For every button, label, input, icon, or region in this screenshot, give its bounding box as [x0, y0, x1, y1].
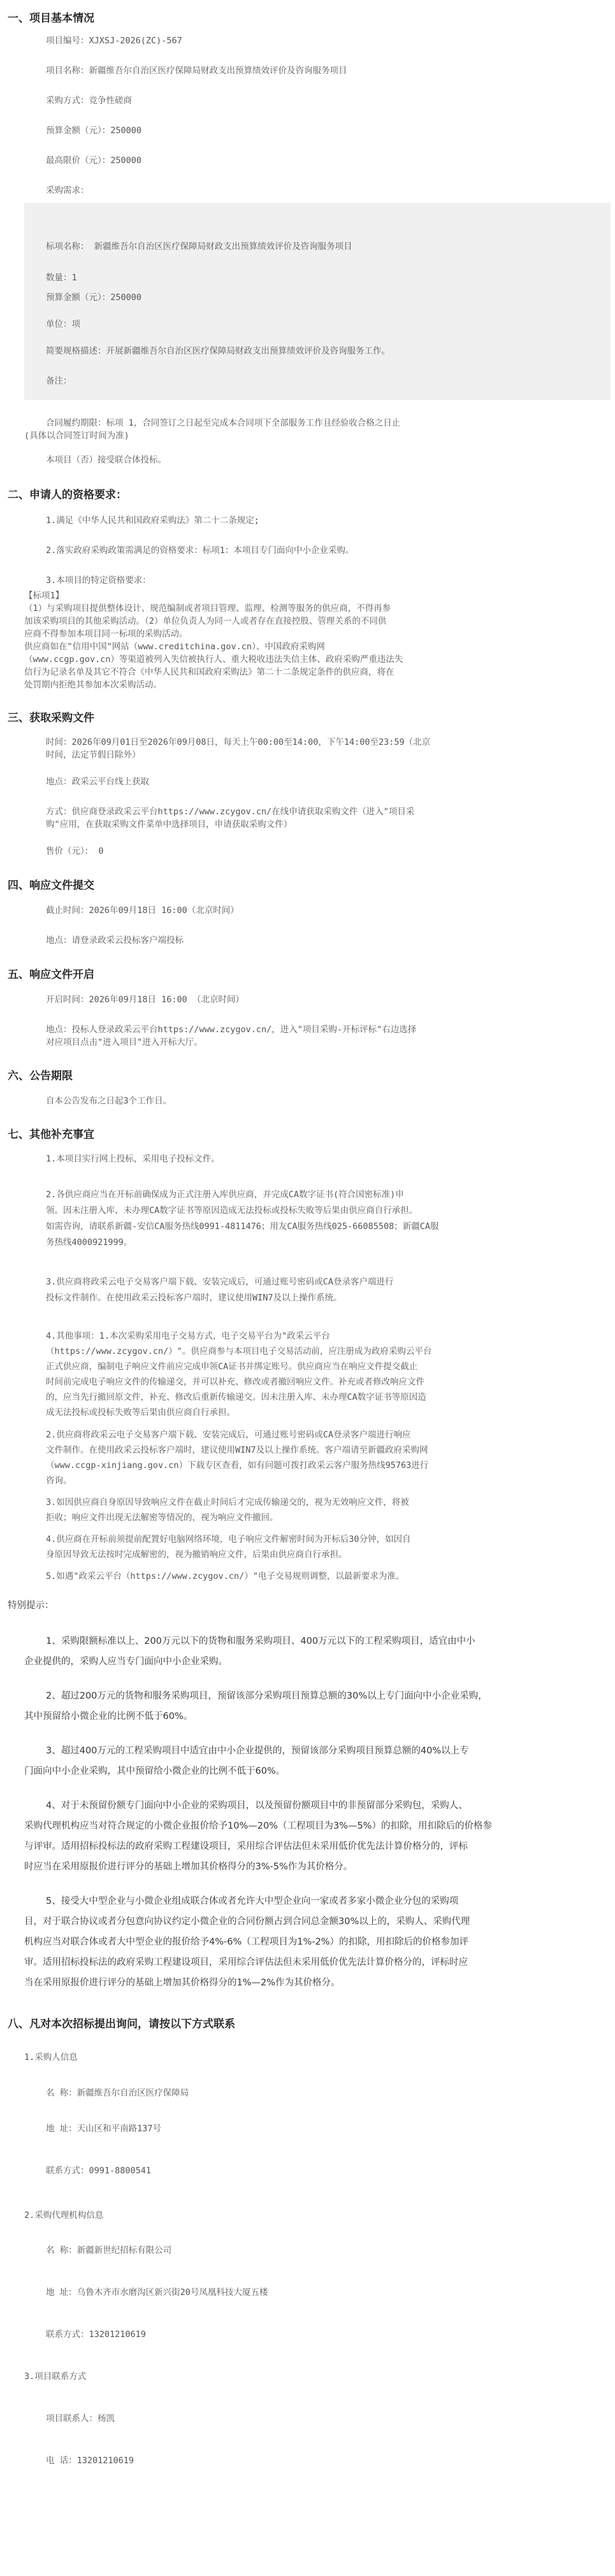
- consortium-note: 本项目（否）接受联合体投标。: [46, 455, 166, 465]
- package-spec: 简要规格描述：开展新疆维吾尔自治区医疗保障局财政支出预算绩效评价及咨询服务工作。: [46, 346, 390, 356]
- project-contact-label: 3.项目联系方式: [24, 2371, 87, 2382]
- doc-acquire-time: 时间：2026年09月01日至2026年09月08日，每天上午00:00至14:00，下午14:00至23:59（北京: [46, 737, 431, 747]
- section-2-title: 二、申请人的资格要求：: [8, 489, 127, 501]
- requirement-line: 信行为记录名单及其它不符合《中华人民共和国政府采购法》第二十二条规定条件的供应商，将在: [24, 667, 394, 677]
- section-3-title: 三、获取采购文件: [8, 712, 94, 724]
- other-5-line: 5.如遇"政采云平台（https://www.zcygov.cn/）"电子交易规则调整，以最新要求为准。: [46, 1571, 405, 1581]
- qualification-2: 2.落实政府采购政策需满足的资格要求：标项1：本项目专门面向中小企业采购。: [46, 545, 354, 556]
- section-4-title: 四、响应文件提交: [8, 879, 94, 892]
- special-notice-2: 2、超过200万元的货物和服务采购项目，预留该部分采购项目预算总额的30%以上专门面向中小企业采购，: [46, 1691, 488, 1701]
- other-4-line: 4.供应商在开标前须提前配置好电脑网络环境，电子响应文件解密时间为开标后30分钟，如因自: [46, 1534, 411, 1544]
- supplement-4-line: 4.其他事项：1.本次采购采用电子交易方式，电子交易平台为"政采云平台: [46, 1331, 330, 1341]
- notice-period: 自本公告发布之日起3个工作日。: [46, 1096, 172, 1106]
- contract-term-line-1: 合同履约期限：标项 1，合同签订之日起至完成本合同项下全部服务工作且经验收合格之日止: [46, 418, 401, 428]
- doc-acquire-way-2: 购"应用，在获取采购文件菜单中选择项目，申请获取采购文件）: [46, 819, 293, 830]
- purchaser-phone: 联系方式：0991-8800541: [46, 2166, 152, 2176]
- package-unit: 单位：项: [46, 319, 80, 329]
- section-6-title: 六、公告期限: [8, 1070, 73, 1083]
- requirement-line: 处罚期内拒绝其参加本次采购活动。: [24, 680, 162, 690]
- agency-address: 地 址：乌鲁木齐市水磨沟区新兴街20号凤凰科技大厦五楼: [46, 2287, 268, 2298]
- special-notice-5: 机构应当对联合体或者大中型企业的报价给予4%-6%（工程项目为1%-2%）的扣除，用扣除后的价格参加评: [24, 1937, 468, 1947]
- opening-place: 地点：投标人登录政采云平台https://www.zcygov.cn/，进入"项目采购-开标评标"右边选择: [46, 1025, 417, 1035]
- other-2-line: 2.供应商将政采云电子交易客户端下载、安装完成后，可通过账号密码或CA登录客户端进行响应: [46, 1430, 411, 1440]
- supplement-4-line: 时间前完成电子响应文件的传输递交，并可以补充、修改或者撤回响应文件。补充或者修改响应文件: [46, 1377, 424, 1387]
- special-notice-3: 门面向中小企业采购，其中预留给小微企业的比例不低于60%。: [24, 1766, 286, 1776]
- project-number: 项目编号：XJXSJ-2026(ZC)-567: [46, 36, 182, 46]
- special-notice-5: 目，对于联合协议或者分包意向协议约定小微企业的合同份额占到合同总金额30%以上的，采购人、采购代理: [24, 1917, 470, 1927]
- package-tag: 【标项1】: [24, 591, 64, 601]
- doc-acquire-place: 地点：政采云平台线上获取: [46, 777, 149, 787]
- requirement-line: （1）与采购项目提供整体设计、规范编制或者项目管理、监理、检测等服务的供应商，不得再参: [24, 603, 391, 614]
- submission-deadline: 截止时间：2026年09月18日 16:00（北京时间）: [46, 905, 239, 916]
- demand-label: 采购需求：: [46, 185, 89, 196]
- doc-price: 售价（元）： 0: [46, 846, 104, 856]
- supplement-3-line: 3.供应商将政采云电子交易客户端下载、安装完成后，可通过账号密码或CA登录客户端进行: [46, 1277, 394, 1287]
- other-3-line: 3.如因供应商自身原因导致响应文件在截止时间后才完成传输递交的，视为无效响应文件，将被: [46, 1497, 409, 1507]
- special-notice-4: 采购代理机构应当对符合规定的小微企业报价给予10%—20%（工程项目为3%—5%）的扣除，用扣除后的价格参: [24, 1821, 492, 1831]
- section-7-title: 七、其他补充事宜: [8, 1128, 94, 1141]
- requirement-line: 供应商如在"信用中国"网站（www.creditchina.gov.cn）、中国政府采购网: [24, 642, 325, 652]
- special-notice-label: 特别提示：: [8, 1601, 54, 1611]
- project-name: 项目名称：新疆维吾尔自治区医疗保障局财政支出预算绩效评价及咨询服务项目: [46, 66, 347, 76]
- agency-name: 名 称：新疆新世纪招标有限公司: [46, 2245, 172, 2256]
- section-8-title: 八、凡对本次招标提出询问，请按以下方式联系: [8, 2018, 235, 2031]
- special-notice-5: 5、接受大中型企业与小微企业组成联合体或者允许大中型企业向一家或者多家小微企业分包的采购项: [46, 1896, 459, 1906]
- supplement-2-line: 务热线4000921999。: [46, 1237, 133, 1248]
- purchaser-address: 地 址：天山区和平南路137号: [46, 2124, 162, 2134]
- requirement-line: （www.ccgp.gov.cn）等渠道被列入失信被执行人、重大税收违法失信主体、政府采购严重违法失: [24, 654, 403, 665]
- doc-acquire-time-2: 时间，法定节假日除外）: [46, 750, 141, 760]
- special-notice-5: 审。适用招标投标法的政府采购工程建设项目，采用综合评估法但未采用低价优先法计算价格分的，评标时应: [24, 1957, 468, 1968]
- package-remark: 备注：: [46, 376, 72, 386]
- special-notice-1: 1、采购限额标准以上、200万元以下的货物和服务采购项目、400万元以下的工程采购项目，适宜由中小: [46, 1636, 475, 1646]
- budget-amount: 预算金额（元）：250000: [46, 126, 142, 136]
- opening-time: 开启时间：2026年09月18日 16:00 （北京时间）: [46, 995, 244, 1005]
- qualification-3: 3.本项目的特定资格要求：: [46, 575, 151, 586]
- procurement-method: 采购方式：竞争性磋商: [46, 96, 132, 106]
- purchaser-info-label: 1.采购人信息: [24, 2052, 78, 2062]
- special-notice-1: 企业提供的，采购人应当专门面向中小企业采购。: [24, 1657, 228, 1667]
- agency-phone: 联系方式：13201210619: [46, 2329, 146, 2340]
- special-notice-4: 4、对于未预留份额专门面向中小企业的采购项目，以及预留份额项目中的非预留部分采购包，采购人、: [46, 1801, 468, 1811]
- project-contact-person: 项目联系人：杨凯: [46, 2414, 115, 2424]
- agency-info-label: 2.采购代理机构信息: [24, 2210, 104, 2220]
- supplement-4-line: 成无法投标或投标失败等后果由供应商自行承担。: [46, 1407, 235, 1418]
- supplement-3-line: 投标文件制作。在使用政采云投标客户端时，建议使用WIN7及以上操作系统。: [46, 1293, 342, 1303]
- package-budget: 预算金额（元）：250000: [46, 292, 142, 303]
- other-3-line: 拒收；响应文件出现无法解密等情况的，视为响应文件撤回。: [46, 1513, 279, 1523]
- special-notice-5: 当在采用原报价进行评分的基础上增加其价格得分的1%—2%作为其价格分。: [24, 1978, 340, 1988]
- opening-place-2: 对应项目点击"进入项目"进入开标大厅。: [46, 1037, 203, 1047]
- special-notice-3: 3、超过400万元的工程采购项目中适宜由中小企业提供的，预留该部分采购项目预算总额的40%以上专: [46, 1746, 469, 1756]
- section-1-title: 一、项目基本情况: [8, 12, 94, 25]
- special-notice-2: 其中预留给小微企业的比例不低于60%。: [24, 1711, 193, 1722]
- contract-term-line-2: (具体以合同签订时间为准): [24, 431, 129, 441]
- submission-place: 地点：请登录政采云投标客户端投标: [46, 935, 184, 946]
- supplement-4-line: （https://www.zcygov.cn/）"。供应商参与本项目电子交易活动前，应注册成为政府采购云平台: [46, 1346, 432, 1356]
- max-price: 最高限价（元）：250000: [46, 155, 142, 166]
- other-2-line: （www.ccgp-xinjiang.gov.cn）下载专区查看，如有问题可拨打政采云客户服务热线95763进行: [46, 1460, 429, 1471]
- requirement-line: 应商不得参加本项目同一标项的采购活动。: [24, 629, 188, 639]
- supplement-1: 1.本项目实行网上投标，采用电子投标文件。: [46, 1154, 220, 1164]
- special-notice-4: 时应当在采用原报价进行评分的基础上增加其价格得分的3%-5%作为其价格分。: [24, 1862, 353, 1872]
- qualification-1: 1.满足《中华人民共和国政府采购法》第二十二条规定;: [46, 515, 259, 526]
- other-4-line: 身原因导致无法按时完成解密的，视为撤销响应文件，后果由供应商自行承担。: [46, 1550, 347, 1560]
- supplement-4-line: 正式供应商，编制电子响应文件前应完成申领CA证书并绑定账号。供应商应当在响应文件提交截止: [46, 1362, 418, 1372]
- doc-acquire-way: 方式：供应商登录政采云平台https://www.zcygov.cn/在线申请获取采购文件（进入"项目采: [46, 807, 415, 817]
- package-quantity: 数量：1: [46, 273, 77, 283]
- supplement-2-line: 如需咨询，请联系新疆-安信CA服务热线0991-4811476；用友CA服务热线025-66085508；新疆CA服: [46, 1221, 439, 1232]
- project-contact-phone: 电 话：13201210619: [46, 2456, 134, 2466]
- supplement-4-line: 的，应当先行撤回原文件，补充、修改后重新传输递交。因未注册入库、未办理CA数字证书等原因造: [46, 1392, 426, 1402]
- supplement-2-line: 领。因未注册入库、未办理CA数字证书等原因造成无法投标或投标失败等后果由供应商自行承担。: [46, 1205, 418, 1216]
- requirement-line: 加该采购项目的其他采购活动。（2）单位负责人为同一人或者存在直接控股、管理关系的不同供: [24, 616, 387, 626]
- special-notice-4: 与评审。适用招标投标法的政府采购工程建设项目，采用综合评估法但未采用低价优先法计算价格分的，评标: [24, 1841, 468, 1852]
- other-2-line: 文件制作。在使用政采云投标客户端时，建议使用WIN7及以上操作系统。客户端请至新疆政府采购网: [46, 1445, 428, 1455]
- section-5-title: 五、响应文件开启: [8, 968, 94, 981]
- package-name: 标项名称： 新疆维吾尔自治区医疗保障局财政支出预算绩效评价及咨询服务项目: [46, 241, 352, 252]
- supplement-2-line: 2.各供应商应当在开标前确保成为正式注册入库供应商，并完成CA数字证书(符合国密标准)申: [46, 1190, 404, 1200]
- other-2-line: 咨询。: [46, 1476, 72, 1486]
- purchaser-name: 名 称：新疆维吾尔自治区医疗保障局: [46, 2088, 189, 2098]
